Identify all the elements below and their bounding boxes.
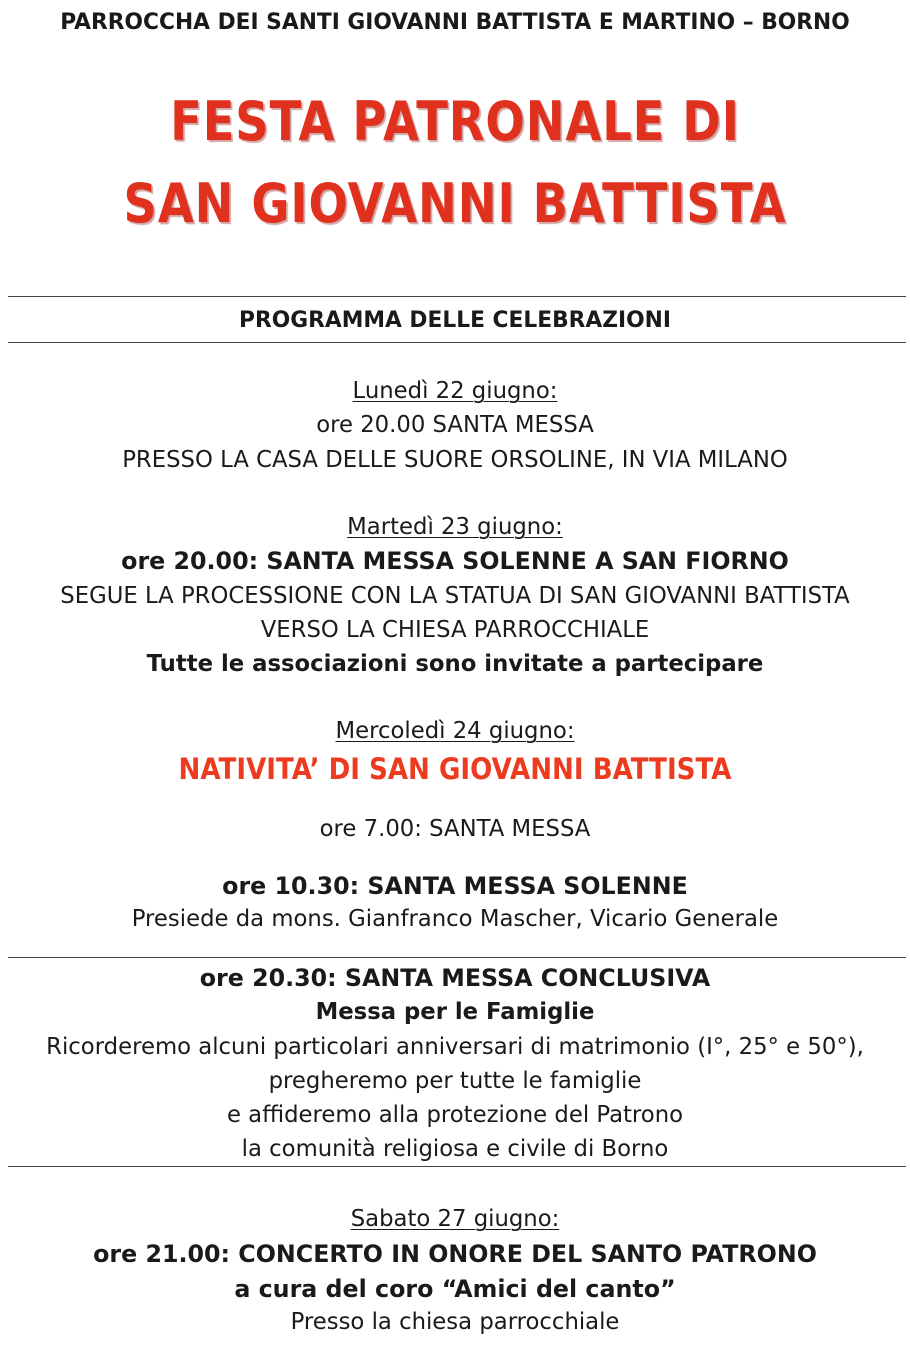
- wednesday-early-mass: ore 7.00: SANTA MESSA: [319, 816, 591, 842]
- wednesday-evening-line4: la comunità religiosa e civile di Borno: [241, 1136, 669, 1162]
- title-line-1: FESTA PATRONALE DI: [170, 90, 740, 153]
- divider-evening-bottom: [8, 1166, 906, 1167]
- saturday-location: Presso la chiesa parrocchiale: [290, 1309, 620, 1335]
- monday-date: Lunedì 22 giugno:: [352, 378, 558, 404]
- tuesday-procession: SEGUE LA PROCESSIONE CON LA STATUA DI SAN GIOVANNI BATTISTA: [60, 583, 850, 609]
- wednesday-presides: Presiede da mons. Gianfranco Mascher, Vicario Generale: [131, 906, 779, 932]
- tuesday-church: VERSO LA CHIESA PARROCCHIALE: [260, 617, 650, 643]
- program-heading: PROGRAMMA DELLE CELEBRAZIONI: [239, 308, 671, 333]
- tuesday-associations: Tutte le associazioni sono invitate a partecipare: [146, 651, 764, 677]
- divider-evening-top: [8, 957, 906, 958]
- divider-top: [8, 296, 906, 297]
- monday-location: PRESSO LA CASA DELLE SUORE ORSOLINE, IN VIA MILANO: [122, 447, 788, 473]
- monday-mass: ore 20.00 SANTA MESSA: [316, 412, 594, 438]
- tuesday-date: Martedì 23 giugno:: [347, 514, 563, 540]
- wednesday-evening-line3: e affideremo alla protezione del Patrono: [226, 1102, 684, 1128]
- saturday-choir: a cura del coro “Amici del canto”: [234, 1275, 676, 1303]
- wednesday-evening-subtitle: Messa per le Famiglie: [315, 999, 595, 1025]
- tuesday-mass: ore 20.00: SANTA MESSA SOLENNE A SAN FIORNO: [121, 547, 789, 575]
- wednesday-date: Mercoledì 24 giugno:: [335, 718, 575, 744]
- nativity-title: NATIVITA’ DI SAN GIOVANNI BATTISTA: [178, 752, 732, 786]
- wednesday-evening-line1: Ricorderemo alcuni particolari anniversari di matrimonio (I°, 25° e 50°),: [46, 1034, 864, 1060]
- saturday-date: Sabato 27 giugno:: [350, 1206, 560, 1232]
- parish-name: PARROCCHA DEI SANTI GIOVANNI BATTISTA E MARTINO – BORNO: [60, 10, 850, 35]
- saturday-concert: ore 21.00: CONCERTO IN ONORE DEL SANTO PATRONO: [93, 1240, 817, 1268]
- title-line-2: SAN GIOVANNI BATTISTA: [123, 172, 787, 235]
- wednesday-evening-mass: ore 20.30: SANTA MESSA CONCLUSIVA: [199, 964, 711, 992]
- wednesday-solemn-mass: ore 10.30: SANTA MESSA SOLENNE: [222, 872, 688, 900]
- wednesday-evening-line2: pregheremo per tutte le famiglie: [268, 1068, 642, 1094]
- divider-program: [8, 342, 906, 343]
